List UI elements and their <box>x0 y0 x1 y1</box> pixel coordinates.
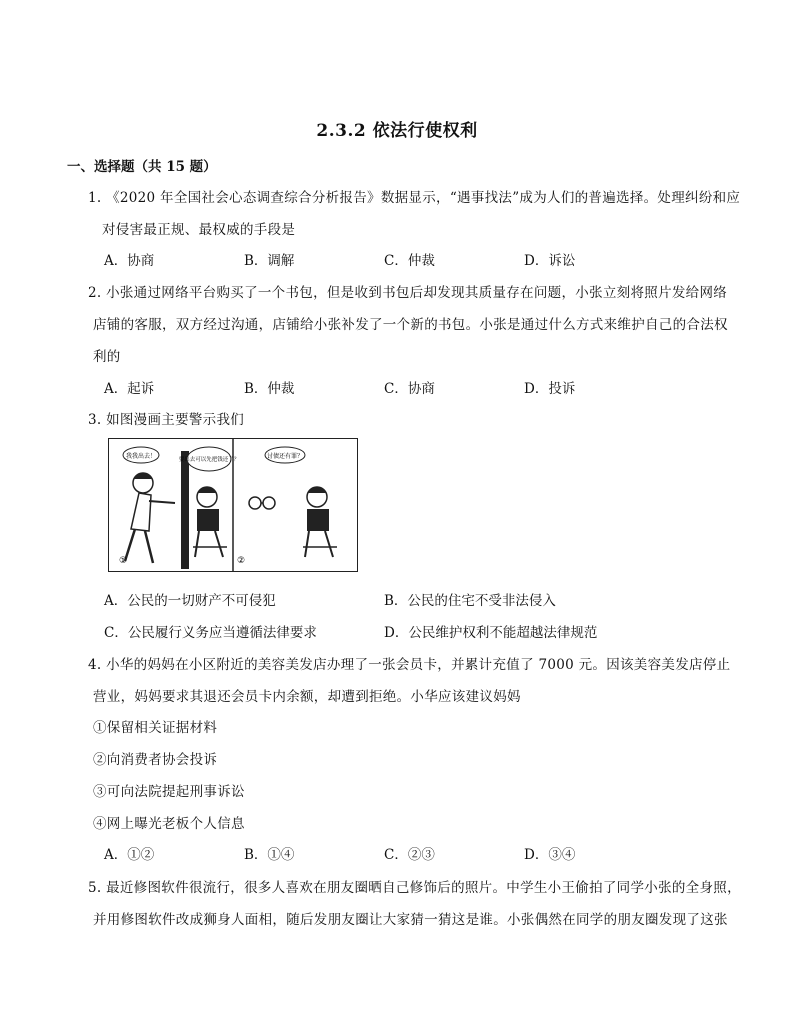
comic-bubble-3: 讨债还有罪？ <box>266 453 304 460</box>
comic-bubble-2: 要出去可以先把钱还了？ <box>178 457 240 463</box>
section-heading: 一、选择题（共 15 题） <box>67 159 217 175</box>
q1-option-a: A．协商 <box>104 253 155 269</box>
q4-line1: 4. 小华的妈妈在小区附近的美容美发店办理了一张会员卡，并累计充值了 7000 元。因该美容美发店停止 <box>88 657 731 673</box>
q4-option-b: B．①④ <box>244 847 295 863</box>
q4-item-3: ③可向法院提起刑事诉讼 <box>93 784 245 800</box>
q4-option-d: D．③④ <box>524 847 576 863</box>
comic-panel-1-label: ① <box>119 556 128 566</box>
q5-line2: 并用修图软件改成狮身人面相，随后发朋友圈让大家猜一猜这是谁。小张偶然在同学的朋友圈发现了这张 <box>93 912 728 928</box>
comic-illustration <box>108 438 358 572</box>
q3-option-b: B．公民的住宅不受非法侵入 <box>384 593 556 609</box>
comic-panel-2-label: ② <box>237 556 246 566</box>
q5-line1: 5. 最近修图软件很流行，很多人喜欢在朋友圈晒自己修饰后的照片。中学生小王偷拍了同学小张的全身照， <box>88 880 741 896</box>
q2-option-c: C．协商 <box>384 381 435 397</box>
q3-option-c: C．公民履行义务应当遵循法律要求 <box>104 625 317 641</box>
q2-option-d: D．投诉 <box>524 381 576 397</box>
q3-option-d: D．公民维护权利不能超越法律规范 <box>384 625 598 641</box>
q4-item-2: ②向消费者协会投诉 <box>93 752 218 768</box>
q3-line1: 3. 如图漫画主要警示我们 <box>88 412 245 428</box>
q4-option-c: C．②③ <box>384 847 435 863</box>
q1-option-d: D．诉讼 <box>524 253 576 269</box>
q4-item-1: ①保留相关证据材料 <box>93 720 218 736</box>
q2-option-b: B．仲裁 <box>244 381 295 397</box>
q2-line3: 利的 <box>93 349 121 365</box>
q1-option-b: B．调解 <box>244 253 295 269</box>
q2-option-a: A．起诉 <box>104 381 155 397</box>
q1-line1: 1. 《2020 年全国社会心态调查综合分析报告》数据显示，“遇事找法”成为人们的普遍选择。处理纠纷和应 <box>88 190 741 206</box>
q4-line2: 营业，妈妈要求其退还会员卡内余额，却遭到拒绝。小华应该建议妈妈 <box>93 689 521 705</box>
q4-option-a: A．①② <box>104 847 155 863</box>
q4-item-4: ④网上曝光老板个人信息 <box>93 816 245 832</box>
q2-line1: 2. 小张通过网络平台购买了一个书包，但是收到书包后却发现其质量存在问题，小张立刻将照片发给网络 <box>88 285 728 301</box>
q2-line2: 店铺的客服，双方经过沟通，店铺给小张补发了一个新的书包。小张是通过什么方式来维护自己的合法权 <box>93 317 728 333</box>
q1-option-c: C．仲裁 <box>384 253 435 269</box>
comic-bubble-1: 我我出去！ <box>125 453 157 460</box>
q1-line2: 对侵害最正规、最权威的手段是 <box>102 222 296 238</box>
page-title: 2.3.2 依法行使权利 <box>316 121 478 141</box>
q3-option-a: A．公民的一切财产不可侵犯 <box>104 593 276 609</box>
